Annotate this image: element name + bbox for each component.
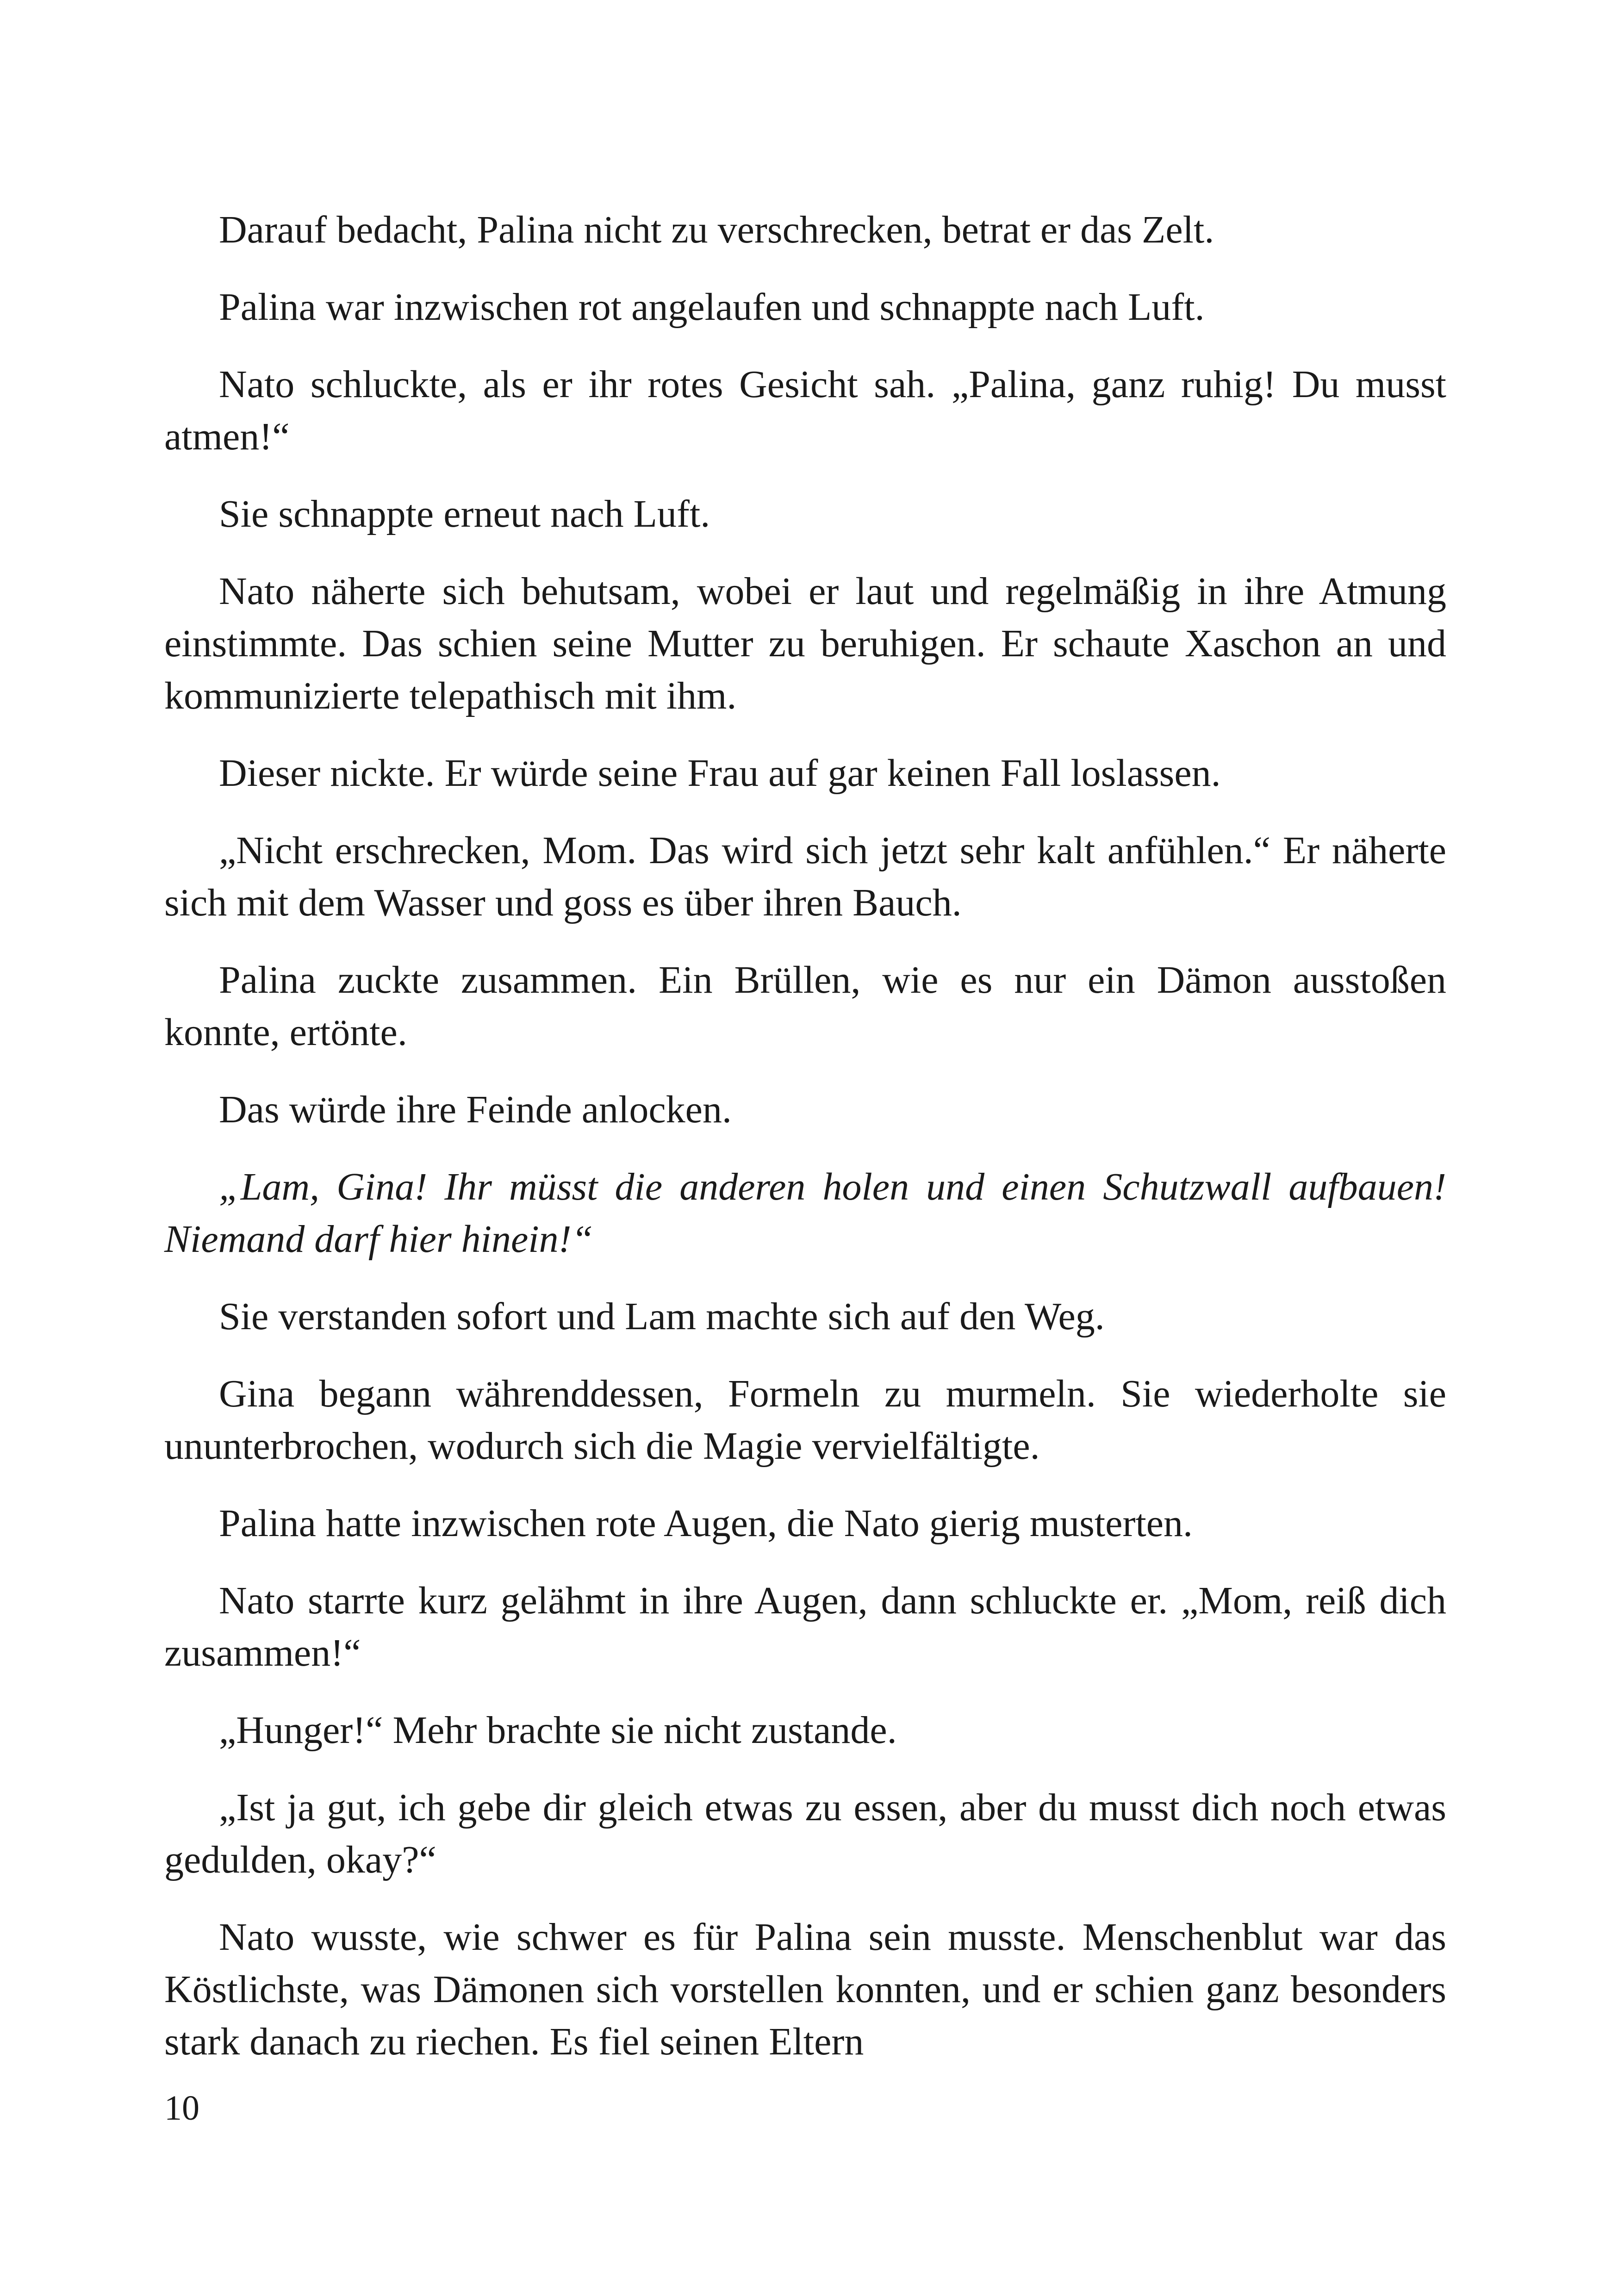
paragraph: Dieser nickte. Er würde seine Frau auf gar keinen Fall loslassen. xyxy=(219,752,1221,795)
paragraph: Das würde ihre Feinde anlocken. xyxy=(219,1088,732,1131)
paragraph: Sie verstanden sofort und Lam machte sich auf den Weg. xyxy=(219,1295,1105,1338)
body-text xyxy=(164,204,1446,2068)
paragraph: Nato schluckte, als er ihr rotes Gesicht sah. „Palina, ganz ruhig! Du musst atmen!“ xyxy=(164,363,1446,458)
paragraph: Nato wusste, wie schwer es für Palina sein musste. Menschenblut war das Köstlichste, was Dämonen sich vorstellen konnten, und er schien ganz besonders stark danach zu riechen. Es fiel seinen Eltern xyxy=(164,1916,1446,2063)
paragraph: „Hunger!“ Mehr brachte sie nicht zustande. xyxy=(219,1709,897,1752)
paragraph: „Nicht erschrecken, Mom. Das wird sich jetzt sehr kalt anfühlen.“ Er näherte sich mit dem Wasser und goss es über ihren Bauch. xyxy=(164,829,1446,924)
paragraph: Nato näherte sich behutsam, wobei er laut und regelmäßig in ihre Atmung einstimmte. Das schien seine Mutter zu beruhigen. Er schaute Xaschon an und kommunizierte telepathisch mit ihm. xyxy=(164,570,1446,717)
paragraph: Gina begann währenddessen, Formeln zu murmeln. Sie wiederholte sie ununterbrochen, wodurch sich die Magie vervielfältigte. xyxy=(164,1372,1446,1468)
paragraph: Nato starrte kurz gelähmt in ihre Augen, dann schluckte er. „Mom, reiß dich zusammen!“ xyxy=(164,1579,1446,1674)
telepathic-paragraph: „Lam, Gina! Ihr müsst die anderen holen und einen Schutzwall aufbauen! Niemand darf hier hinein!“ xyxy=(164,1165,1446,1261)
page-number: 10 xyxy=(164,2089,199,2128)
paragraph: „Ist ja gut, ich gebe dir gleich etwas zu essen, aber du musst dich noch etwas gedulden, okay?“ xyxy=(164,1786,1446,1881)
paragraph: Sie schnappte erneut nach Luft. xyxy=(219,492,710,535)
paragraph: Palina hatte inzwischen rote Augen, die Nato gierig musterten. xyxy=(219,1502,1193,1545)
paragraph: Palina war inzwischen rot angelaufen und schnappte nach Luft. xyxy=(219,286,1205,329)
paragraph: Darauf bedacht, Palina nicht zu verschrecken, betrat er das Zelt. xyxy=(219,208,1214,251)
paragraph: Palina zuckte zusammen. Ein Brüllen, wie es nur ein Dämon ausstoßen konnte, ertönte. xyxy=(164,958,1446,1054)
